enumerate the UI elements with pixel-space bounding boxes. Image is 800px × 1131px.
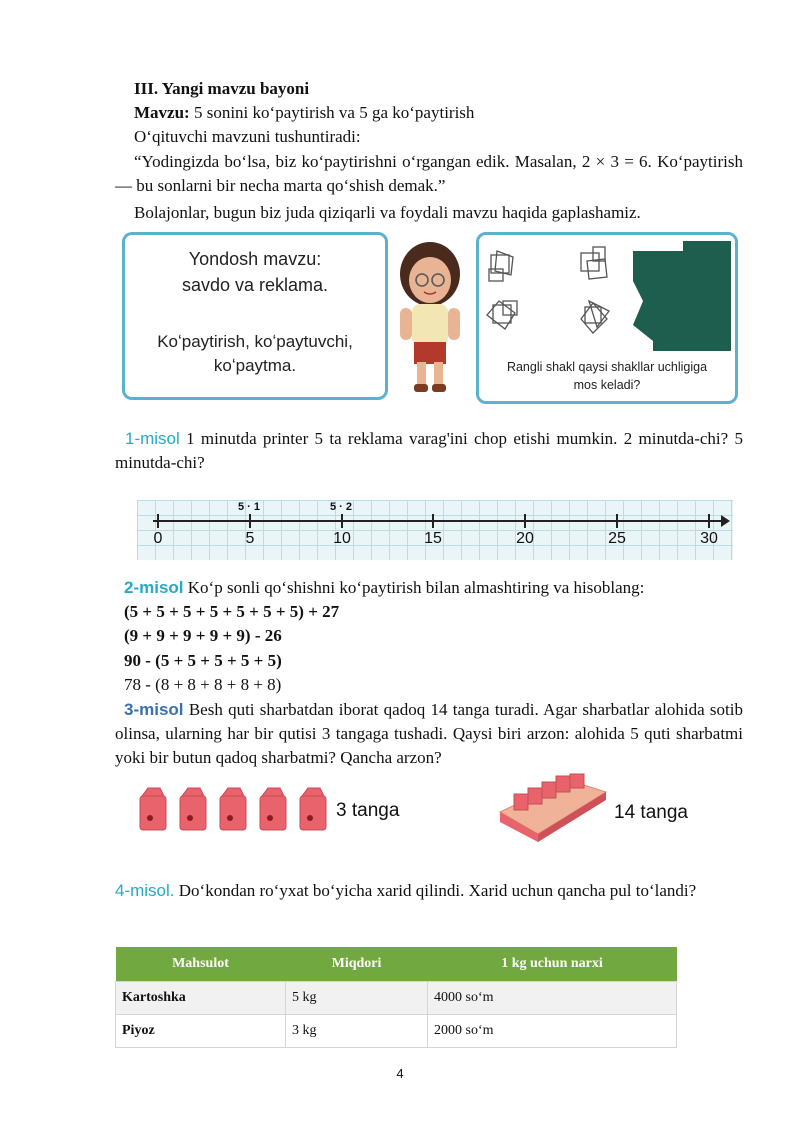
example-4	[115, 879, 743, 903]
column-header: Mahsulot	[116, 947, 286, 982]
puzzle-caption-1: Rangli shakl qaysi shakllar uchligiga	[506, 360, 708, 374]
tick	[341, 514, 343, 528]
panel-line-2: savdo va reklama.	[181, 275, 329, 295]
girl-illustration	[390, 236, 470, 396]
table-cell: Kartoshka	[116, 982, 286, 1015]
price-pack: 14 tanga	[614, 802, 688, 823]
expression: (9 + 9 + 9 + 9 + 9) - 26	[124, 626, 282, 645]
topic-label: Mavzu:	[134, 103, 190, 122]
section-heading: III. Yangi mavzu bayoni	[134, 79, 310, 98]
tick-label: 30	[700, 530, 718, 547]
example-3-text: Besh quti sharbatdan iborat qadoq 14 tanga turadi. Agar sharbatlar alohida sotib olinsa, ularning har bir qutisi 3 tangaga tushadi. Qaysi biri arzon: alohida 5 quti sharbatmi yoki bir butun qadoq sharbatmi? Qancha arzon?	[115, 700, 743, 767]
table-cell: 3 kg	[286, 1015, 428, 1048]
tick-label: 0	[153, 530, 163, 547]
teacher-quote: “Yodingizda boʻlsa, biz koʻpaytirishni oʻrgangan edik. Masalan, 2 × 3 = 6. Koʻpaytirish — bu sonlarni bir necha marta qoʻshish demak.”	[115, 152, 743, 195]
expression: (5 + 5 + 5 + 5 + 5 + 5 + 5) + 27	[124, 602, 340, 621]
shapes-icon	[483, 241, 731, 361]
panel-line-1: Yondosh mavzu:	[188, 249, 322, 269]
tick	[616, 514, 618, 528]
example-1-label: 1-misol	[125, 429, 180, 448]
intro-text: Bolajonlar, bugun biz juda qiziqarli va foydali mavzu haqida gaplashamiz.	[134, 203, 641, 222]
teacher-line: Oʻqituvchi mavzuni tushuntiradi:	[134, 127, 361, 146]
table-row	[116, 1015, 677, 1048]
example-3	[115, 698, 743, 770]
price-single: 3 tanga	[336, 800, 400, 821]
number-line	[137, 500, 733, 560]
shapes-puzzle-panel	[476, 232, 738, 404]
tick	[524, 514, 526, 528]
tick-label: 15	[424, 530, 442, 547]
example-1-text: 1 minutda printer 5 ta reklama varag'ini chop etishi mumkin. 2 minutda-chi? 5 minutda-chi?	[115, 429, 744, 472]
panel-line-3: Koʻpaytirish, koʻpaytuvchi,	[157, 332, 353, 351]
juice-pack-illustration	[498, 772, 608, 844]
example-4-label: 4-misol.	[115, 881, 175, 900]
mark-label: 5 · 2	[329, 501, 352, 513]
tick-label: 10	[333, 530, 351, 547]
example-1	[115, 427, 743, 475]
table-cell: 5 kg	[286, 982, 428, 1015]
table-header-row	[116, 947, 677, 982]
table-cell: Piyoz	[116, 1015, 286, 1048]
tick	[249, 514, 251, 528]
tick	[708, 514, 710, 528]
related-topic-panel	[122, 232, 388, 400]
table-cell: 4000 soʻm	[428, 982, 677, 1015]
mark-label: 5 · 1	[237, 501, 260, 513]
example-2	[124, 577, 644, 599]
puzzle-caption-2: mos keladi?	[573, 378, 641, 392]
purchase-table	[115, 947, 677, 1048]
tick	[432, 514, 434, 528]
tick-label: 20	[516, 530, 534, 547]
juice-boxes-illustration	[138, 786, 330, 832]
panel-line-4: koʻpaytma.	[213, 356, 297, 375]
topic-line	[134, 102, 474, 124]
topic-text: 5 sonini koʻpaytirish va 5 ga koʻpaytirish	[193, 103, 475, 122]
expression: 90 - (5 + 5 + 5 + 5 + 5)	[124, 651, 282, 670]
example-2-text: Koʻp sonli qoʻshishni koʻpaytirish bilan almashtiring va hisoblang:	[187, 578, 645, 597]
column-header: Miqdori	[286, 947, 428, 982]
table-row	[116, 982, 677, 1015]
example-4-text: Doʻkondan roʻyxat boʻyicha xarid qilindi. Xarid uchun qancha pul toʻlandi?	[178, 881, 697, 900]
arrow-right-icon	[721, 515, 730, 527]
tick	[157, 514, 159, 528]
tick-label: 25	[608, 530, 626, 547]
table-cell: 2000 soʻm	[428, 1015, 677, 1048]
tick-label: 5	[245, 530, 255, 547]
number-line-axis	[153, 520, 723, 522]
expression: 78 - (8 + 8 + 8 + 8 + 8)	[124, 675, 282, 694]
page-number: 4	[396, 1066, 404, 1081]
column-header: 1 kg uchun narxi	[428, 947, 677, 982]
example-3-label: 3-misol	[124, 700, 184, 719]
example-2-label: 2-misol	[124, 578, 184, 597]
